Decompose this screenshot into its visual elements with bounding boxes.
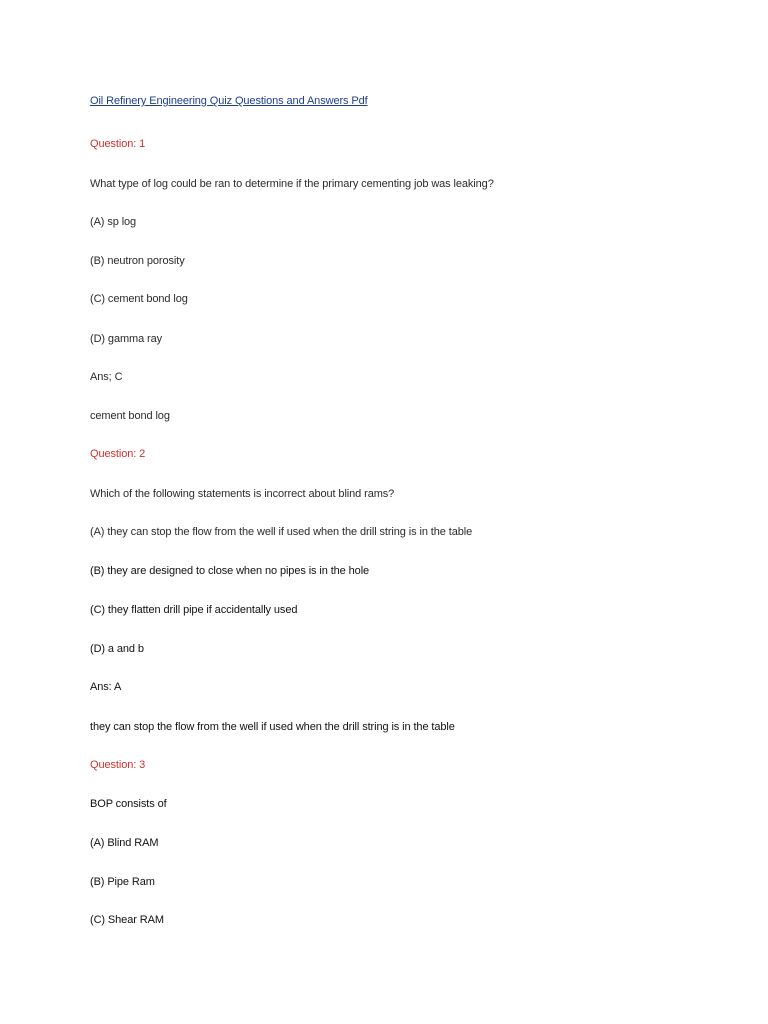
question-1-answer: Ans; C xyxy=(90,371,123,383)
question-2-option-d: (D) a and b xyxy=(90,643,144,655)
document-title-link[interactable]: Oil Refinery Engineering Quiz Questions and Answers Pdf xyxy=(90,95,368,107)
question-2-option-b: (B) they are designed to close when no pipes is in the hole xyxy=(90,565,370,577)
question-1-option-c: (C) cement bond log xyxy=(90,293,188,305)
question-3-text: BOP consists of xyxy=(90,798,167,810)
question-2-heading: Question: 2 xyxy=(90,448,146,460)
question-3-heading: Question: 3 xyxy=(90,759,146,771)
question-1-option-d: (D) gamma ray xyxy=(90,333,163,345)
question-3-option-a: (A) Blind RAM xyxy=(90,837,159,849)
question-2-option-a: (A) they can stop the flow from the well if used when the drill string is in the table xyxy=(90,526,473,538)
question-1-heading: Question: 1 xyxy=(90,138,146,150)
question-2-answer: Ans: A xyxy=(90,681,122,693)
question-2-text: Which of the following statements is incorrect about blind rams? xyxy=(90,488,395,500)
question-3-option-c: (C) Shear RAM xyxy=(90,914,164,926)
question-1-text: What type of log could be ran to determine if the primary cementing job was leaking? xyxy=(90,178,494,190)
question-2-option-c: (C) they flatten drill pipe if accidentally used xyxy=(90,604,298,616)
question-3-option-b: (B) Pipe Ram xyxy=(90,876,155,888)
question-1-option-a: (A) sp log xyxy=(90,216,137,228)
question-2-explanation: they can stop the flow from the well if used when the drill string is in the table xyxy=(90,721,455,733)
question-1-option-b: (B) neutron porosity xyxy=(90,255,185,267)
question-1-explanation: cement bond log xyxy=(90,410,170,422)
